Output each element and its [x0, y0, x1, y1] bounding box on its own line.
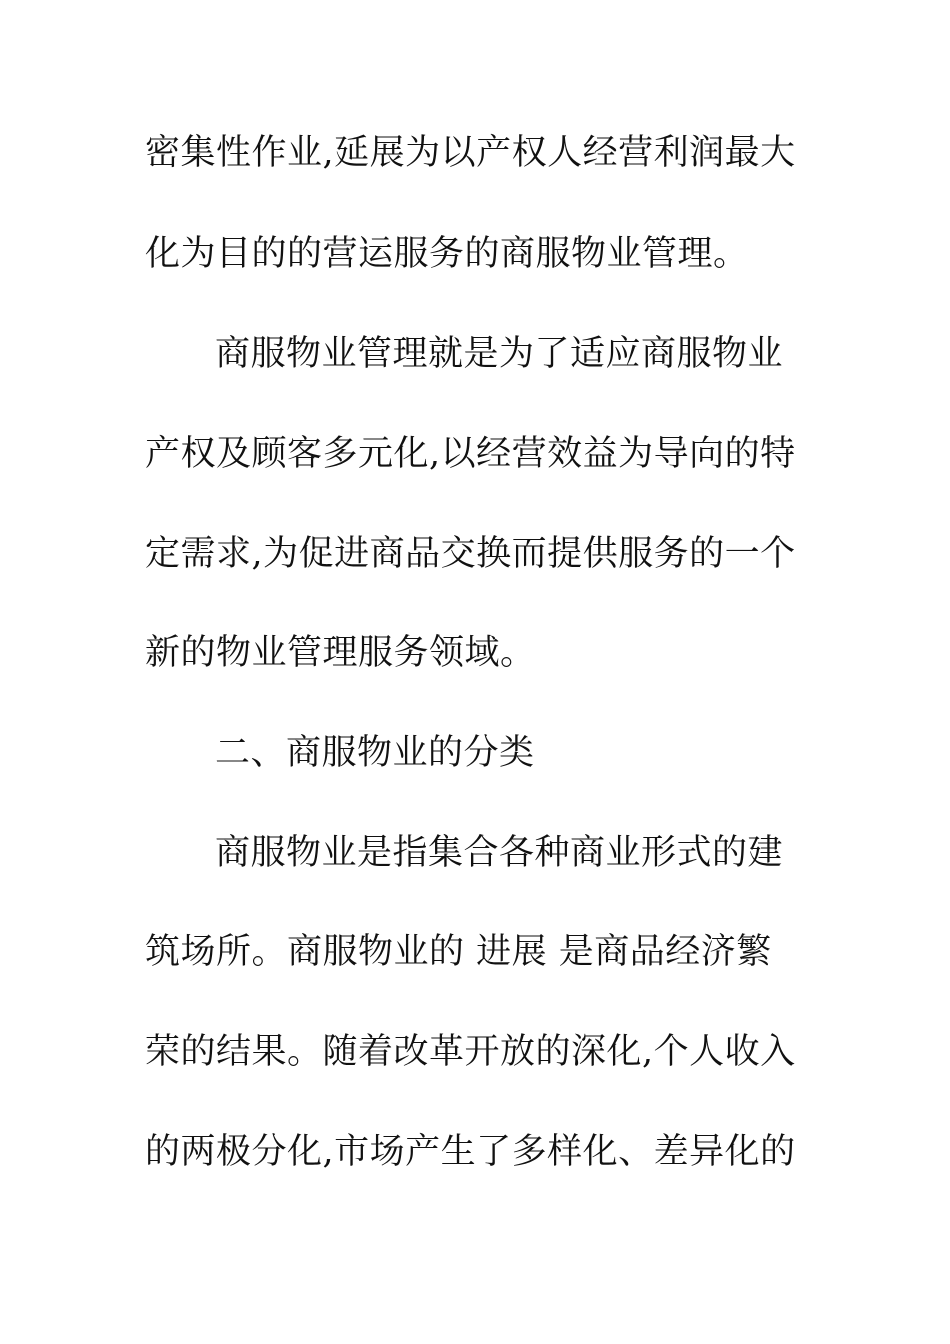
text-line-9: 筑场所。商服物业的 进展 是商品经济繁 [145, 932, 772, 972]
text-line-5: 定需求,为促进商品交换而提供服务的一个 [145, 534, 796, 574]
text-line-4: 产权及顾客多元化,以经营效益为导向的特 [145, 434, 796, 474]
text-line-2: 化为目的的营运服务的商服物业管理。 [145, 234, 749, 274]
text-line-8: 商服物业是指集合各种商业形式的建 [215, 833, 784, 873]
text-line-10: 荣的结果。随着改革开放的深化,个人收入 [145, 1032, 796, 1072]
text-line-6: 新的物业管理服务领域。 [145, 633, 536, 673]
text-line-11: 的两极分化,市场产生了多样化、差异化的 [145, 1132, 796, 1172]
section-heading: 二、商服物业的分类 [215, 733, 535, 773]
text-line-1: 密集性作业,延展为以产权人经营利润最大 [145, 133, 796, 173]
text-line-3: 商服物业管理就是为了适应商服物业 [215, 334, 784, 374]
